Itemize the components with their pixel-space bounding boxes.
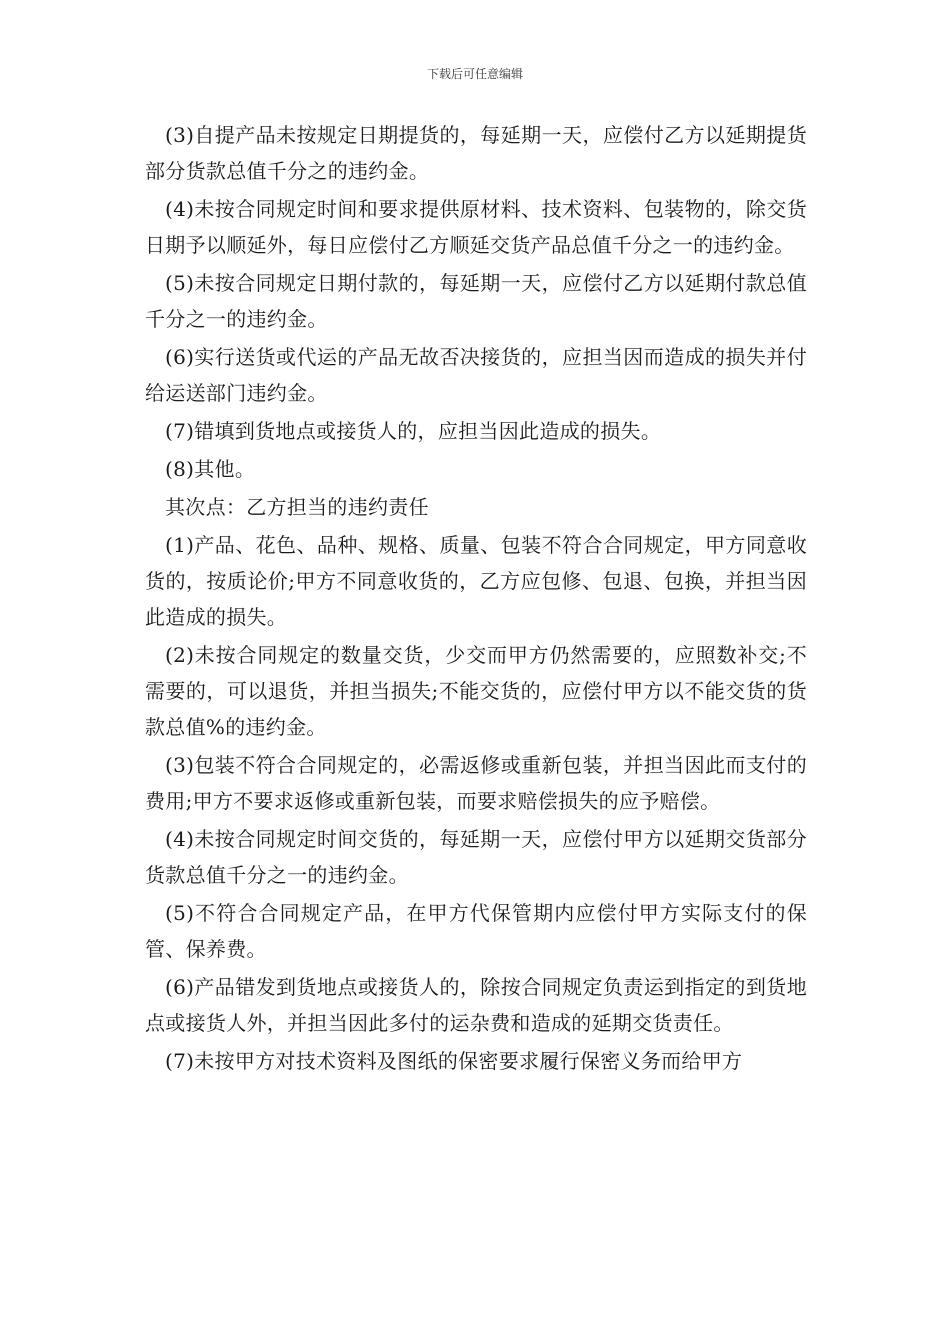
paragraph-seller-4: (4)未按合同规定时间交货的，每延期一天，应偿付甲方以延期交货部分货款总值千分之一的违约金。 [145, 827, 807, 887]
paragraph-buyer-6: (6)实行送货或代运的产品无故否决接货的，应担当因而造成的损失并付给运送部门违约金。 [145, 345, 807, 405]
paragraph-seller-2: (2)未按合同规定的数量交货，少交而甲方仍然需要的，应照数补交;不需要的，可以退货，并担当损失;不能交货的，应偿付甲方以不能交货的货款总值%的违约金。 [145, 643, 807, 739]
paragraph-buyer-5: (5)未按合同规定日期付款的，每延期一天，应偿付乙方以延期付款总值千分之一的违约金。 [145, 271, 807, 331]
paragraph-buyer-7: (7)错填到货地点或接货人的，应担当因此造成的损失。 [165, 419, 662, 443]
document-body [145, 117, 807, 1081]
paragraph-seller-1: (1)产品、花色、品种、规格、质量、包装不符合合同规定，甲方同意收货的，按质论价;甲方不同意收货的，乙方应包修、包退、包换，并担当因此造成的损失。 [145, 533, 807, 629]
paragraph-buyer-3: (3)自提产品未按规定日期提货的，每延期一天，应偿付乙方以延期提货部分货款总值千分之的违约金。 [145, 123, 807, 183]
page-header: 下载后可任意编辑 [426, 67, 523, 81]
paragraph-seller-5: (5)不符合合同规定产品，在甲方代保管期内应偿付甲方实际支付的保管、保养费。 [145, 901, 807, 961]
section-heading-seller-liability: 其次点：乙方担当的违约责任 [165, 495, 429, 519]
paragraph-buyer-8: (8)其他。 [165, 457, 256, 481]
paragraph-seller-6: (6)产品错发到货地点或接货人的，除按合同规定负责运到指定的到货地点或接货人外，并担当因此多付的运杂费和造成的延期交货责任。 [145, 975, 807, 1035]
paragraph-seller-3: (3)包装不符合合同规定的，必需返修或重新包装，并担当因此而支付的费用;甲方不要求返修或重新包装，而要求赔偿损失的应予赔偿。 [145, 753, 807, 813]
paragraph-buyer-4: (4)未按合同规定时间和要求提供原材料、技术资料、包装物的，除交货日期予以顺延外，每日应偿付乙方顺延交货产品总值千分之一的违约金。 [145, 197, 807, 257]
paragraph-seller-7: (7)未按甲方对技术资料及图纸的保密要求履行保密义务而给甲方 [165, 1049, 743, 1073]
